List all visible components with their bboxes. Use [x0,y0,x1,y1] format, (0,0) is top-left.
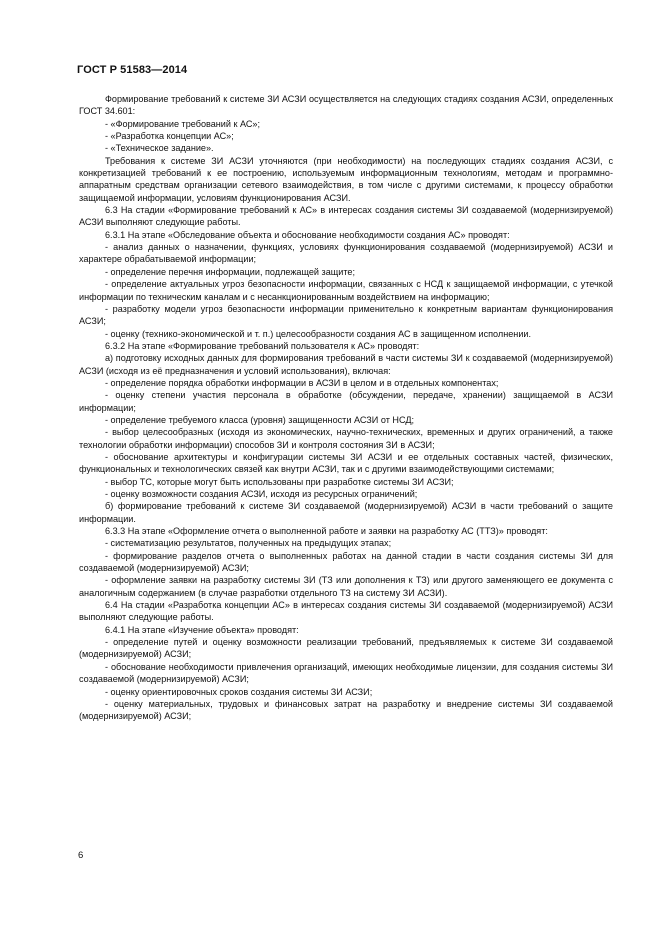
list-item: - оценку ориентировочных сроков создания системы ЗИ АСЗИ; [105,686,373,697]
list-item: - обоснование архитектуры и конфигурации системы ЗИ АСЗИ и ее отдельных составных частей, физических, функциональных и технологических связей как внутри АСЗИ, так и с другими взаимодействующими системами; [79,451,613,475]
list-item: - оформление заявки на разработку системы ЗИ (ТЗ или дополнения к ТЗ) или другого заменяющего ее документа с аналогичным содержанием (в случае разработки отдельного ТЗ на систему ЗИ АСЗИ). [79,575,613,598]
list-item: - оценку (технико-экономической и т. п.) целесообразности создания АС в защищенном исполнении. [105,328,532,339]
document-body [79,93,613,723]
list-item: - оценку степени участия персонала в обработке (обсуждении, передаче, хранении) защищаемой в АСЗИ информации; [79,390,613,413]
list-item: - «Формирование требований к АС»; [105,118,261,129]
list-item: - оценку материальных, трудовых и финансовых затрат на разработку и внедрение системы ЗИ создаваемой (модернизируемой) АСЗИ; [79,698,613,722]
list-item: а) подготовку исходных данных для формирования требований в части системы ЗИ к создаваемой (модернизируемой) АСЗИ (исходя из её предназначения и условий использования), включая: [79,353,613,376]
list-item: - «Техническое задание». [105,143,214,154]
paragraph: Требования к системе ЗИ АСЗИ уточняются (при необходимости) на последующих стадиях создания АСЗИ, с конкретизацией требований к ее построению, используемым информационным технологиям, методам и программно-аппаратным средствам организации сетевого взаимодействия, в том числе с другими системами, к процессу обработки защищаемой информации, условиям функционирования АСЗИ. [79,155,613,203]
list-item: - определение требуемого класса (уровня) защищенности АСЗИ от НСД; [105,414,415,425]
subsection-6-3-1: 6.3.1 На этапе «Обследование объекта и обоснование необходимости создания АС» проводят: [105,229,510,240]
list-item: - формирование разделов отчета о выполненных работах на данной стадии в части создания системы ЗИ для создаваемой (модернизируемой) АСЗИ; [79,550,613,574]
list-item: б) формирование требований к системе ЗИ создаваемой (модернизируемой) АСЗИ в части требований о защите информации. [79,501,613,524]
page-number: 6 [78,850,84,861]
list-item: - определение актуальных угроз безопасности информации, связанных с НСД к защищаемой информации, с утечкой информации по техническим каналам и с несанкционированным воздействием на информацию; [79,279,613,302]
subsection-6-4-1: 6.4.1 На этапе «Изучение объекта» проводят: [105,624,299,635]
list-item: - выбор целесообразных (исходя из экономических, научно-технических, временных и других ограничений, а также технологии обработки информации) способов ЗИ и контроля состояния ЗИ в АСЗИ; [79,427,613,450]
paragraph: Формирование требований к системе ЗИ АСЗИ осуществляется на следующих стадиях создания АСЗИ, определенных ГОСТ 34.601: [79,94,613,117]
section-heading-6-3: 6.3 На стадии «Формирование требований к АС» в интересах создания системы ЗИ создаваемой (модернизируемой) АСЗИ выполняют следующие работы. [79,205,613,228]
list-item: - систематизацию результатов, полученных на предыдущих этапах; [105,538,392,549]
list-item: - оценку возможности создания АСЗИ, исходя из ресурсных ограничений; [105,489,418,499]
list-item: - обоснование необходимости привлечения организаций, имеющих необходимые лицензии, для создания системы ЗИ создаваемой (модернизируемой) АСЗИ; [79,661,613,685]
list-item: - определение порядка обработки информации в АСЗИ в целом и в отдельных компонентах; [105,377,499,388]
subsection-6-3-3: 6.3.3 На этапе «Оформление отчета о выполненной работе и заявки на разработку АС (ТТЗ)» проводят: [105,526,548,537]
list-item: - определение перечня информации, подлежащей защите; [105,266,355,277]
subsection-6-3-2: 6.3.2 На этапе «Формирование требований пользователя к АС» проводят: [105,340,420,351]
document-header: ГОСТ Р 51583—2014 [77,64,188,76]
list-item: - «Разработка концепции АС»; [105,131,234,142]
list-item: - выбор ТС, которые могут быть использованы при разработке системы ЗИ АСЗИ; [105,476,454,487]
list-item: - разработку модели угроз безопасности информации применительно к конкретным вариантам функционирования АСЗИ; [79,303,613,327]
list-item: - анализ данных о назначении, функциях, условиях функционирования создаваемой (модернизируемой) АСЗИ и характере обрабатываемой информации; [79,242,613,265]
section-heading-6-4: 6.4 На стадии «Разработка концепции АС» в интересах создания системы ЗИ создаваемой (модернизируемой) АСЗИ выполняют следующие работы. [79,600,613,623]
list-item: - определение путей и оценку возможности реализации требований, предъявляемых к системе ЗИ создаваемой (модернизируемой) АСЗИ; [79,637,613,660]
